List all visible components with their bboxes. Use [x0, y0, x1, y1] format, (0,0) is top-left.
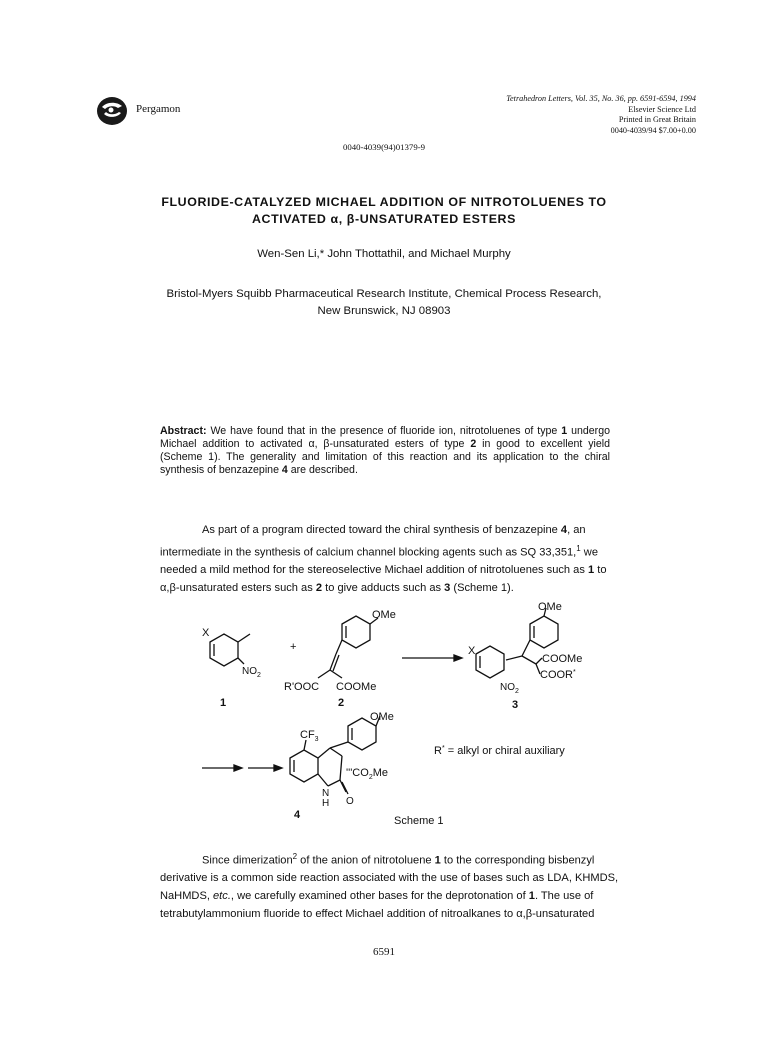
body-text: Since dimerization [202, 854, 293, 867]
methyl-ester-label: '''$CO_2Me$ [346, 767, 388, 781]
compound-ref: 2 [470, 438, 477, 450]
abstract [160, 425, 610, 477]
journal-line: 0040-4039/94 $7.00+0.00 [610, 125, 696, 135]
pergamon-logo-icon [96, 96, 128, 126]
page-number: 6591 [373, 946, 395, 958]
title-line-1: FLUORIDE-CATALYZED MICHAEL ADDITION OF NITROTOLUENES TO [161, 195, 607, 209]
body-text: , we carefully examined other bases for the deprotonation of [230, 890, 529, 903]
compound-ref: 1 [561, 425, 568, 437]
compound-number-1: 1 [220, 697, 227, 709]
body-paragraph-2 [160, 848, 620, 924]
body-text: As part of a program directed toward the chiral synthesis of benzazepine [202, 524, 561, 536]
publisher-name: Pergamon [136, 103, 181, 115]
affiliation-line-1: Bristol-Myers Squibb Pharmaceutical Research Institute, Chemical Process Research, [166, 288, 602, 300]
paper-title [100, 194, 668, 228]
body-text: . The use of tetrabutylammonium fluoride to effect Michael addition of nitroalkanes to α,β-unsaturated [160, 890, 595, 920]
body-paragraph-1 [160, 522, 618, 598]
plus-sign: + [290, 641, 297, 653]
affiliation-line-2: New Brunswick, NJ 08903 [317, 305, 451, 317]
compound-number-3: 3 [512, 699, 519, 711]
body-text: (Scheme 1). [450, 581, 514, 594]
journal-line: Elsevier Science Ltd [628, 104, 696, 114]
italic-text: etc. [213, 890, 231, 903]
ester-label-right: COOMe [336, 681, 377, 693]
journal-line: Printed in Great Britain [618, 115, 696, 125]
scheme-caption: Scheme 1 [394, 815, 444, 827]
nitro-label: $NO_2$ [242, 666, 261, 679]
title-line-2: ACTIVATED α, β-UNSATURATED ESTERS [252, 212, 516, 226]
body-text: we needed a mild method for the stereoselective Michael addition of nitrotoluenes such as [160, 546, 598, 577]
compound-ref: 1 [587, 564, 595, 577]
abstract-label: Abstract: [160, 425, 207, 437]
compound-ref: 4 [560, 524, 568, 536]
compound-ref: 2 [315, 581, 323, 594]
ester-label-left: R'OOC [284, 681, 320, 693]
abstract-text: are described. [287, 464, 358, 476]
r-definition: R* = alkyl or chiral auxiliary [434, 745, 565, 757]
ester-label: COOMe [542, 653, 583, 665]
methoxy-label: OMe [370, 711, 394, 723]
body-text: to give adducts such as [322, 581, 445, 594]
methoxy-label: OMe [372, 609, 396, 621]
carbonyl-o-label: O [346, 796, 354, 807]
compound-ref: 1 [528, 890, 535, 903]
reaction-scheme [190, 598, 590, 838]
article-doi: 0040-4039(94)01379-9 [342, 142, 426, 152]
substituent-x-label: X [202, 627, 210, 639]
chiral-ester-label: COOR* [540, 669, 576, 681]
body-text: to α,β-unsaturated esters such as [160, 564, 607, 594]
journal-line: Tetrahedron Letters, Vol. 35, No. 36, pp. 6591-6594, 1994 [506, 94, 696, 103]
reference-superscript: 2 [292, 852, 298, 861]
abstract-text: We have found that in the presence of fluoride ion, nitrotoluenes of type [206, 425, 562, 437]
trifluoromethyl-label: $CF_3$ [300, 729, 319, 743]
author-list: Wen-Sen Li,* John Thottathil, and Michael Murphy [257, 248, 511, 260]
reference-superscript: 1 [576, 543, 581, 553]
journal-citation [506, 94, 696, 136]
body-text: to the corresponding bisbenzyl derivative is a common side reaction associated with the use of bases such as LDA, KHMDS, NaHMDS, [160, 854, 619, 903]
substituent-x-label: X [468, 645, 476, 657]
compound-number-2: 2 [338, 697, 345, 709]
compound-ref: 1 [434, 854, 441, 867]
affiliation [100, 286, 668, 320]
amide-n-label: N [322, 788, 330, 799]
compound-ref: 3 [444, 581, 451, 594]
nitro-label: $NO_2$ [500, 682, 519, 695]
compound-number-4: 4 [294, 809, 301, 821]
body-text: of the anion of nitrotoluene [297, 854, 435, 867]
methoxy-label: OMe [538, 601, 562, 613]
abstract-text: undergo Michael addition to activated α, β-unsaturated esters of type [160, 425, 610, 450]
amide-h-label: H [322, 798, 330, 809]
compound-ref: 4 [281, 464, 288, 476]
body-text: , an intermediate in the synthesis of calcium channel blocking agents such as SQ 33,351, [160, 524, 586, 559]
abstract-text: in good to excellent yield (Scheme 1). The generality and limitation of this reaction and its application to the chiral synthesis of benzazepine [160, 438, 610, 476]
